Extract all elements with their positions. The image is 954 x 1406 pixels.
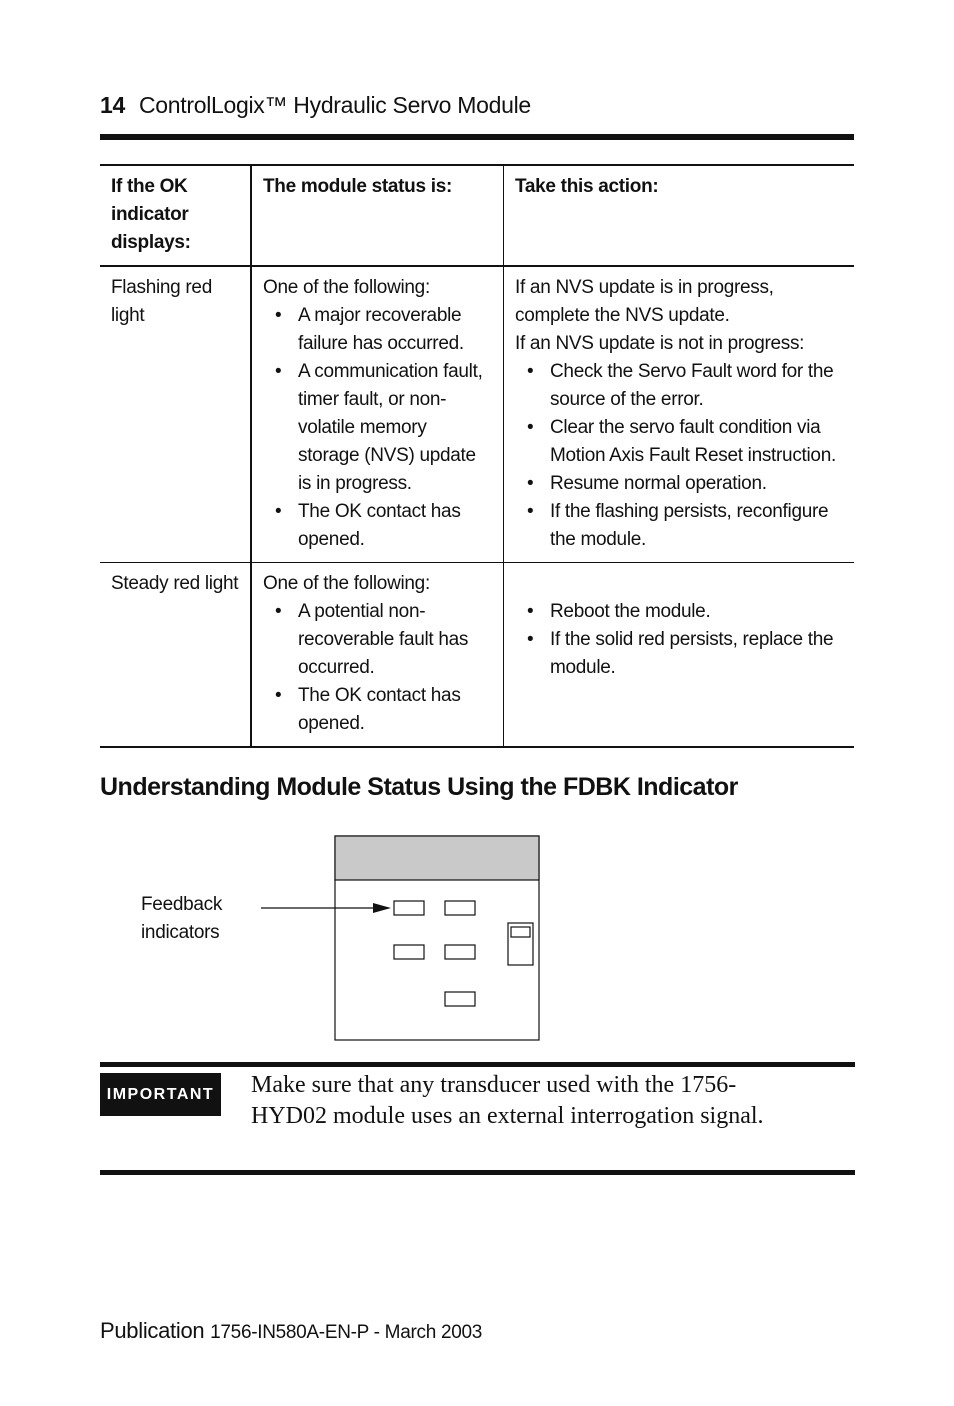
status-intro: One of the following:: [263, 277, 430, 298]
publication-number: 1756-IN580A-EN-P - March 2003: [210, 1322, 483, 1343]
status-cell: [251, 266, 504, 563]
publication-label: Publication: [100, 1318, 205, 1343]
indicator-led: [445, 901, 475, 915]
ok-indicator-table: [100, 164, 854, 748]
header-rule: [100, 134, 854, 140]
list-item: • A potential non-recoverable fault has occurred.: [298, 598, 492, 682]
table-row: [100, 266, 854, 563]
document-title: ControlLogix™ Hydraulic Servo Module: [138, 92, 531, 118]
important-text: Make sure that any transducer used with the 1756-HYD02 module uses an external interrogation signal.: [251, 1072, 764, 1129]
action-line: If an NVS update is in progress, complete the NVS update.: [515, 277, 774, 326]
indicator-cell: Steady red light: [100, 563, 251, 748]
page-footer: [100, 1318, 482, 1344]
list-item: • If the solid red persists, replace the module.: [550, 626, 843, 682]
list-item: • Check the Servo Fault word for the source of the error.: [550, 358, 843, 414]
action-line: If an NVS update is not in progress:: [515, 333, 805, 354]
list-item: • A major recoverable failure has occurred.: [298, 302, 492, 358]
list-item: • Clear the servo fault condition via Motion Axis Fault Reset instruction.: [550, 414, 843, 470]
status-intro: One of the following:: [263, 573, 430, 594]
status-cell: [251, 563, 504, 748]
action-cell: [504, 563, 855, 748]
indicator-leds: [394, 901, 475, 1006]
list-item: • A communication fault, timer fault, or non-volatile memory storage (NVS) update is in progress.: [298, 358, 492, 498]
page-number: 14: [100, 92, 125, 118]
indicator-led: [394, 901, 424, 915]
section-title: Understanding Module Status Using the FDBK Indicator: [100, 773, 738, 801]
feedback-indicators-label: Feedback indicators: [141, 894, 223, 943]
indicator-led: [445, 945, 475, 959]
list-item: • Resume normal operation.: [550, 470, 843, 498]
indicator-led: [445, 992, 475, 1006]
arrow-icon: [261, 903, 391, 913]
module-faceplate: [335, 836, 539, 1040]
column-header-action: Take this action:: [504, 165, 855, 266]
column-header-indicator: If the OK indicator displays:: [100, 165, 251, 266]
table-row: [100, 563, 854, 748]
important-top-rule: [100, 1062, 855, 1067]
list-item: • Reboot the module.: [550, 598, 843, 626]
column-header-status: The module status is:: [251, 165, 504, 266]
important-bottom-rule: [100, 1170, 855, 1175]
status-list: [263, 598, 492, 738]
action-list: [515, 358, 843, 554]
table-header-row: [100, 165, 854, 266]
indicator-cell: Flashing red light: [100, 266, 251, 563]
list-item: • If the flashing persists, reconfigure the module.: [550, 498, 843, 554]
page-header: [100, 92, 531, 119]
important-badge: IMPORTANT: [100, 1073, 221, 1116]
status-display: [508, 923, 533, 965]
indicator-led: [394, 945, 424, 959]
status-list: [263, 302, 492, 554]
list-item: • The OK contact has opened.: [298, 498, 492, 554]
action-list: [515, 598, 843, 682]
list-item: • The OK contact has opened.: [298, 682, 492, 738]
action-cell: [504, 266, 855, 563]
